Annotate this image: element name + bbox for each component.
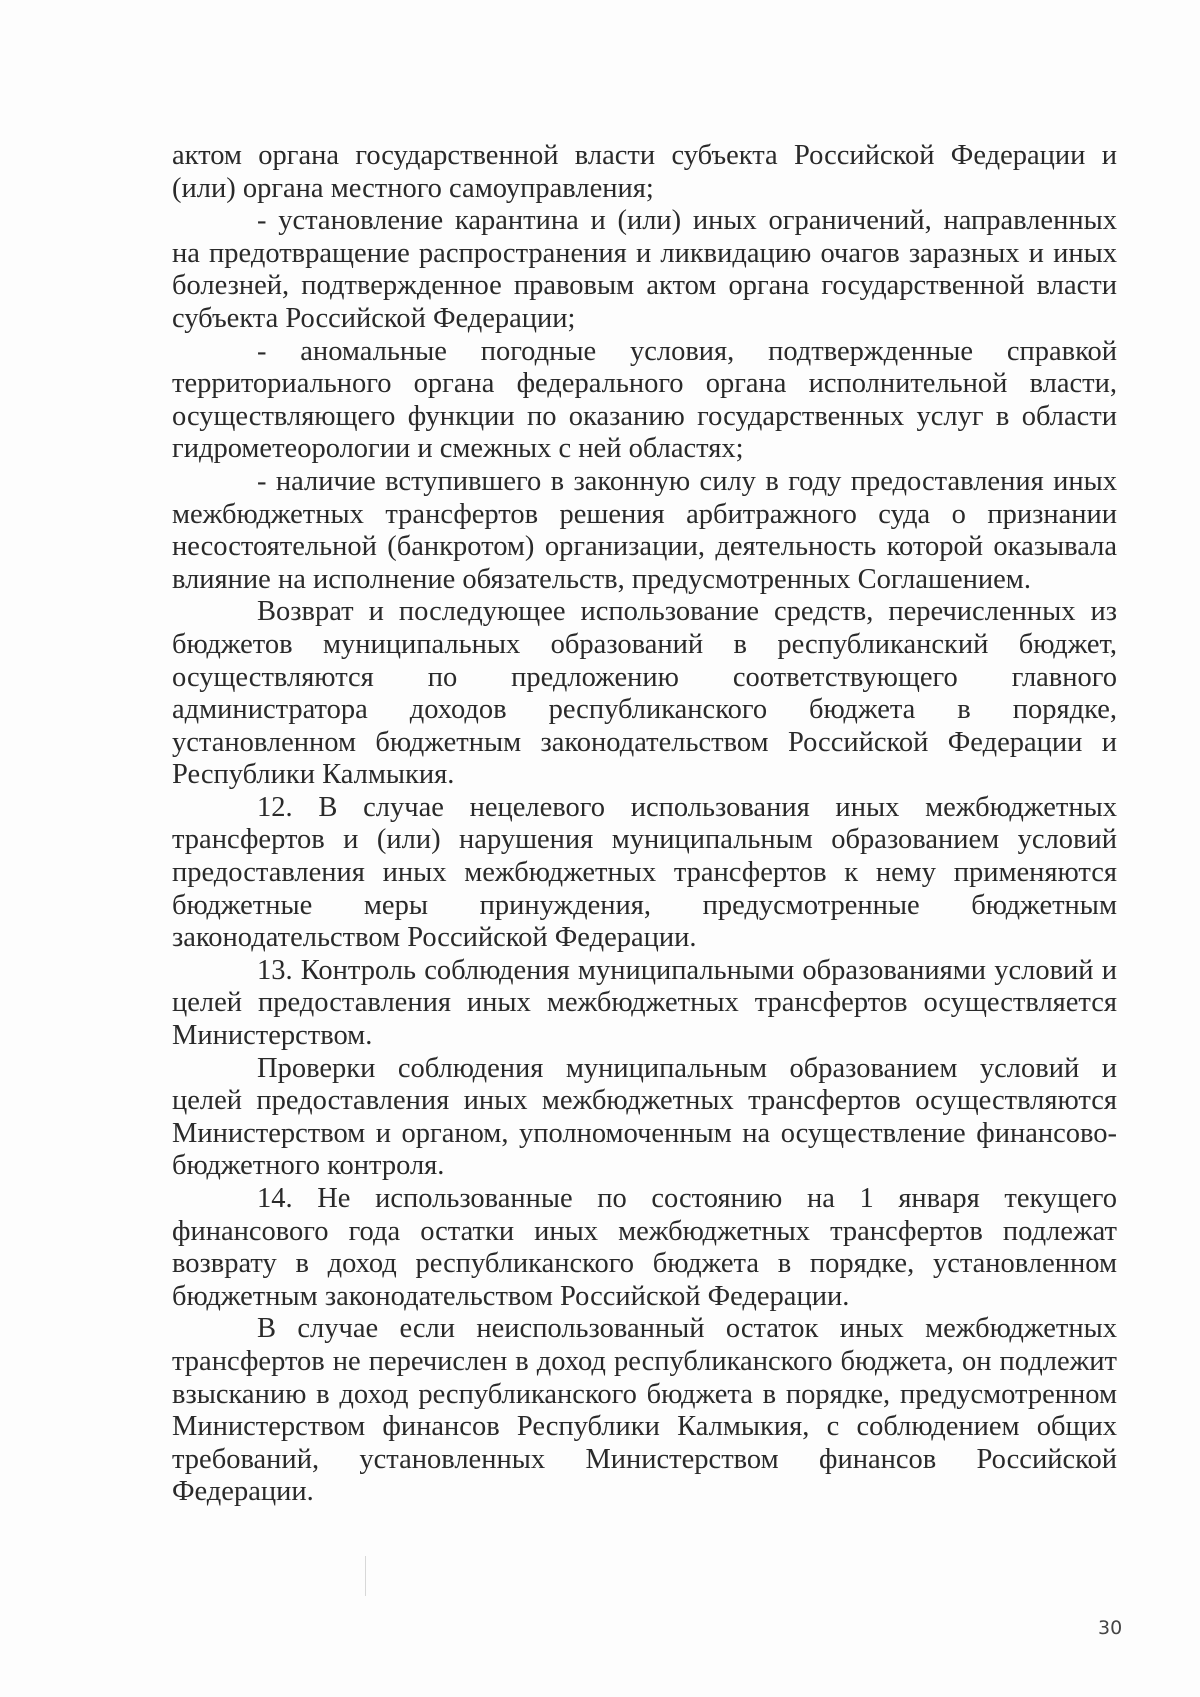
paragraph-quarantine: - установление карантина и (или) иных ограничений, направленных на предотвращение распространения и ликвидацию очагов заразных и иных болезней, подтвержденное правовым актом органа государственной власти субъекта Российской Федерации; xyxy=(172,205,1117,334)
paragraph-inspections: Проверки соблюдения муниципальным образованием условий и целей предоставления иных межбюджетных трансфертов осуществляются Министерством и органом, уполномоченным на осуществление финансово-бюджетного контроля. xyxy=(172,1052,1117,1182)
document-body xyxy=(172,140,1117,1509)
paragraph-refund: Возврат и последующее использование средств, перечисленных из бюджетов муниципальных образований в республиканский бюджет, осуществляются по предложению соответствующего главного администратора доходов республиканского бюджета в порядке, установленном бюджетным законодательством Российской Федерации и Республики Калмыкия. xyxy=(172,596,1117,791)
scan-artifact xyxy=(365,1556,366,1596)
paragraph-item-14: 14. Не использованные по состоянию на 1 января текущего финансового года остатки иных межбюджетных трансфертов подлежат возврату в доход республиканского бюджета в порядке, установленном бюджетным законодательством Российской Федерации. xyxy=(172,1183,1117,1312)
paragraph-recovery: В случае если неиспользованный остаток иных межбюджетных трансфертов не перечислен в доход республиканского бюджета, он подлежит взысканию в доход республиканского бюджета в порядке, предусмотренном Министерством финансов Республики Калмыкия, с соблюдением общих требований, установленных Министерством финансов Российской Федерации. xyxy=(172,1313,1117,1508)
page-number: 30 xyxy=(1098,1617,1123,1639)
paragraph-continuation: актом органа государственной власти субъекта Российской Федерации и (или) органа местного самоуправления; xyxy=(172,140,1117,204)
paragraph-item-12: 12. В случае нецелевого использования иных межбюджетных трансфертов и (или) нарушения муниципальным образованием условий предоставления иных межбюджетных трансфертов к нему применяются бюджетные меры принуждения, предусмотренные бюджетным законодательством Российской Федерации. xyxy=(172,791,1117,954)
paragraph-bankruptcy: - наличие вступившего в законную силу в году предоставления иных межбюджетных трансфертов решения арбитражного суда о признании несостоятельной (банкротом) организации, деятельность которой оказывала влияние на исполнение обязательств, предусмотренных Соглашением. xyxy=(172,465,1117,595)
paragraph-weather: - аномальные погодные условия, подтвержденные справкой территориального органа федерального органа исполнительной власти, осуществляющего функции по оказанию государственных услуг в области гидрометеорологии и смежных с ней областях; xyxy=(172,335,1117,465)
paragraph-item-13: 13. Контроль соблюдения муниципальными образованиями условий и целей предоставления иных межбюджетных трансфертов осуществляется Министерством. xyxy=(172,954,1117,1052)
